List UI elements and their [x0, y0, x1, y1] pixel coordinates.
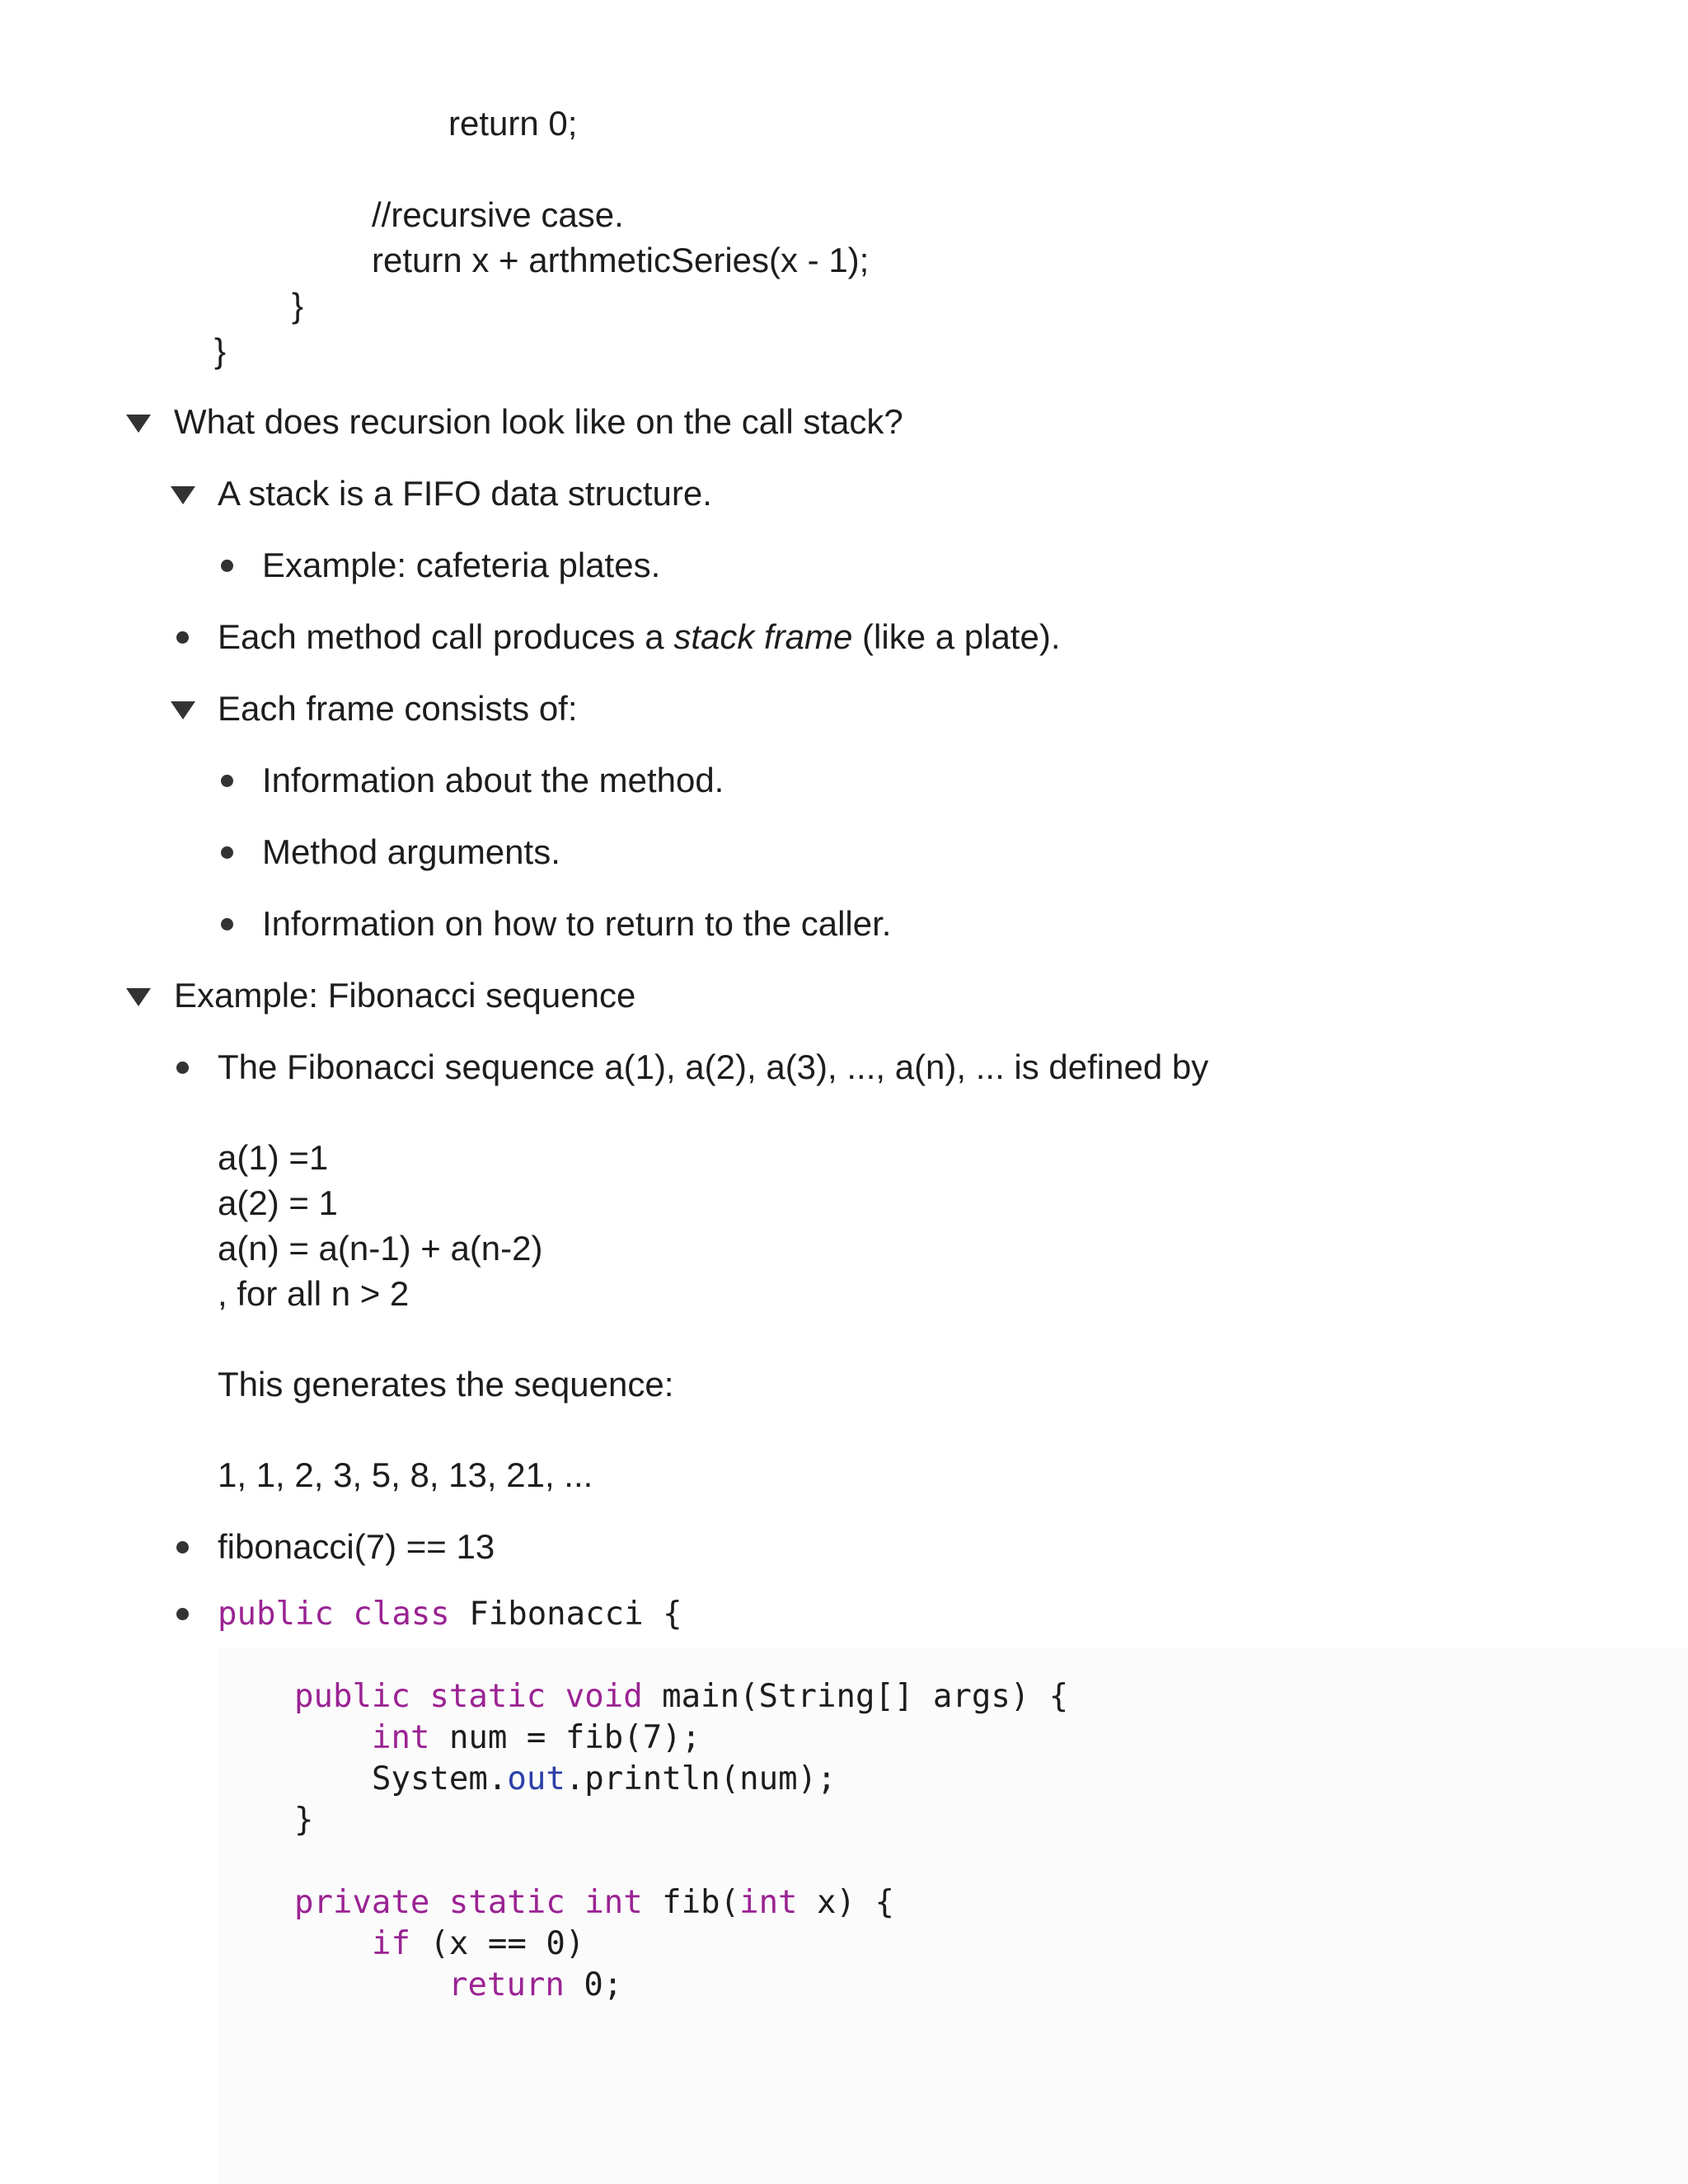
code-keyword: int: [739, 1884, 798, 1921]
disclosure-triangle-icon[interactable]: [171, 486, 195, 504]
code-closing-brace: }: [214, 331, 227, 370]
definition-line: , for all n > 2: [218, 1274, 410, 1313]
code-text: 0;: [584, 1966, 623, 2004]
code-closing-brace: }: [292, 286, 304, 325]
code-text: System.: [372, 1760, 508, 1797]
code-text: num = fib(7);: [448, 1719, 701, 1756]
code-keyword: int: [584, 1884, 643, 1921]
outline-item: Information about the method.: [262, 761, 724, 799]
code-text: Fibonacci {: [469, 1596, 682, 1633]
code-text: main(String[] args) {: [662, 1678, 1069, 1715]
code-return-zero: return 0;: [448, 104, 578, 143]
disclosure-triangle-icon[interactable]: [171, 701, 195, 719]
outline-item: A stack is a FIFO data structure.: [218, 474, 712, 513]
code-line: [294, 1882, 894, 1924]
code-text: .println(num);: [565, 1760, 837, 1797]
code-text: fib(: [662, 1884, 740, 1921]
outline-item: Each frame consists of:: [218, 689, 578, 728]
code-keyword: public: [294, 1678, 410, 1715]
bullet-icon: [176, 1608, 189, 1620]
bullet-icon: [221, 560, 233, 572]
definition-line: a(1) =1: [218, 1138, 329, 1177]
outline-item-text: Each method call produces a: [218, 617, 674, 656]
code-keyword: class: [353, 1596, 450, 1633]
code-line: [218, 1594, 682, 1635]
bullet-icon: [221, 775, 233, 787]
code-keyword: private: [294, 1884, 430, 1921]
code-line: }: [294, 1802, 314, 1839]
code-line: [448, 1965, 622, 2006]
outline-item-emphasis: stack frame: [673, 617, 853, 656]
outline-item: fibonacci(7) == 13: [218, 1527, 495, 1566]
code-keyword: static: [429, 1678, 546, 1715]
disclosure-triangle-icon[interactable]: [126, 415, 151, 433]
outline-item: The Fibonacci sequence a(1), a(2), a(3), ..., a(n), ... is defined by: [218, 1047, 1209, 1086]
outline-item-text: (like a plate).: [852, 617, 1061, 656]
sequence-intro: This generates the sequence:: [218, 1365, 674, 1404]
code-line: [372, 1718, 701, 1759]
bullet-icon: [176, 631, 189, 644]
bullet-icon: [221, 918, 233, 930]
code-comment-recursive: //recursive case.: [372, 195, 624, 234]
code-text: (x == 0): [429, 1925, 585, 1962]
bullet-icon: [221, 846, 233, 859]
code-keyword: int: [372, 1719, 430, 1756]
disclosure-triangle-icon[interactable]: [126, 988, 151, 1006]
code-keyword: static: [448, 1884, 565, 1921]
code-return-recursive: return x + arthmeticSeries(x - 1);: [372, 241, 870, 279]
sequence-values: 1, 1, 2, 3, 5, 8, 13, 21, ...: [218, 1455, 593, 1494]
outline-item: Method arguments.: [262, 832, 560, 871]
code-line: [294, 1676, 1068, 1718]
bullet-icon: [176, 1541, 189, 1554]
outline-heading: Example: Fibonacci sequence: [174, 976, 636, 1015]
code-field: out: [507, 1760, 565, 1797]
outline-item: Example: cafeteria plates.: [262, 546, 661, 584]
outline-item: Information on how to return to the caller.: [262, 904, 892, 943]
code-keyword: void: [565, 1678, 643, 1715]
code-text: x) {: [817, 1884, 894, 1921]
code-line: [372, 1924, 584, 1965]
bullet-icon: [176, 1062, 189, 1074]
code-keyword: public: [218, 1596, 334, 1633]
definition-line: a(n) = a(n-1) + a(n-2): [218, 1229, 543, 1268]
outline-item: [218, 614, 1061, 660]
code-line: [372, 1759, 837, 1800]
code-keyword: if: [372, 1925, 410, 1962]
outline-heading: What does recursion look like on the call stack?: [174, 402, 903, 441]
definition-line: a(2) = 1: [218, 1183, 338, 1222]
code-keyword: return: [448, 1966, 565, 2004]
